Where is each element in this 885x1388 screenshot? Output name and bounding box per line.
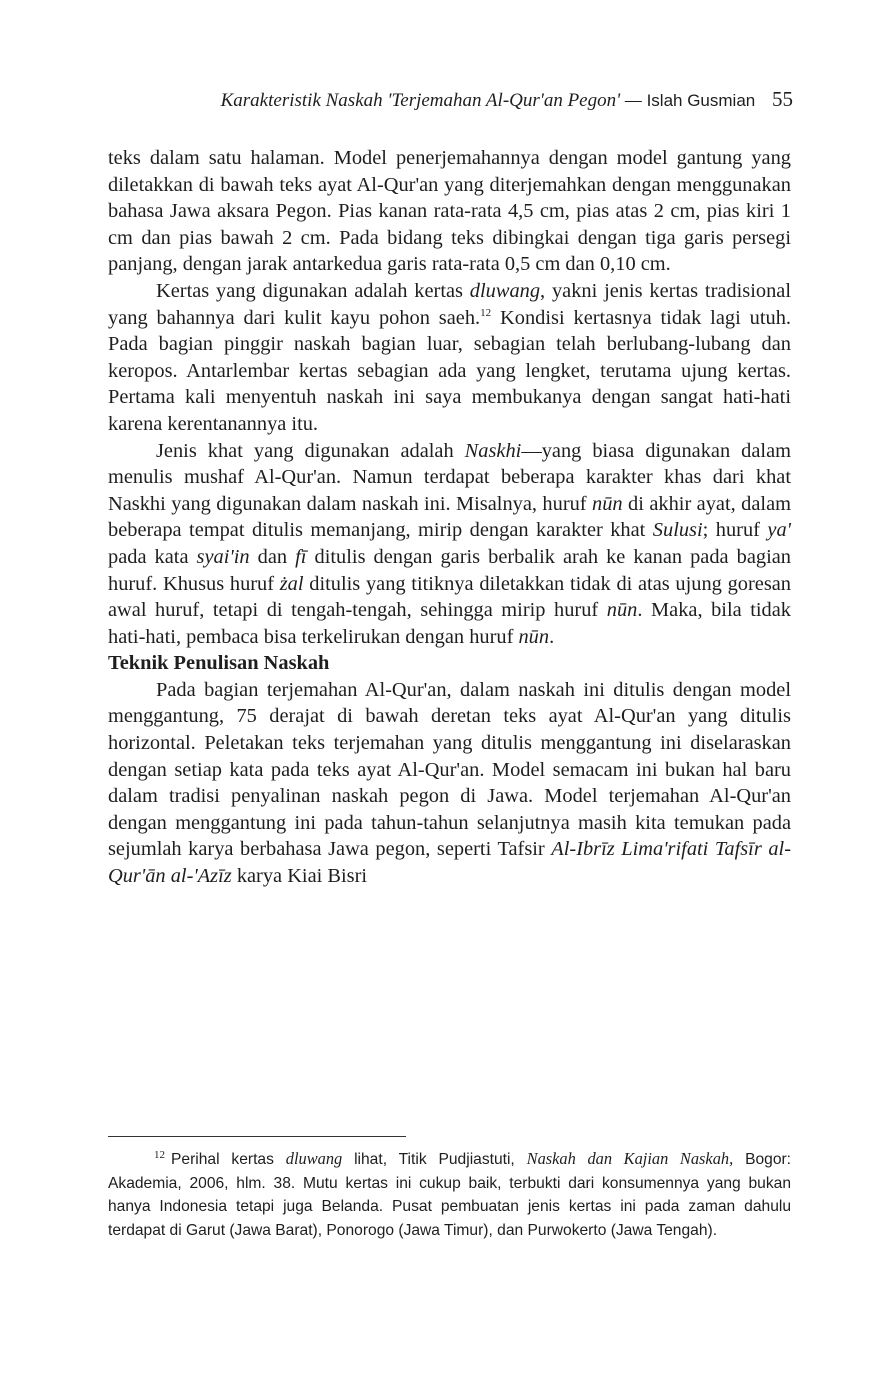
fn-text-c: Bogor: Akademia, 2006, hlm. 38. Mutu kertas ini cukup baik, terbukti dari konsumennya yang bukan hanya Indonesia tetapi juga Belanda. Pusat pembuatan jenis kertas ini pada zaman dahulu terdapat di Garut (Jawa Barat), Ponorogo (Jawa Timur), dan Purwokerto (Jawa Tengah). [108,1151,792,1239]
section-heading: Teknik Penulisan Naskah [108,652,330,675]
body-text [108,145,791,890]
p3-text-c: di akhir ayat, dalam beberapa tempat ditulis memanjang, mirip dengan karakter khat [108,492,791,542]
footnote-rule [108,1136,406,1137]
p3-text-d: ; huruf [702,519,768,542]
fn-text-b: lihat, Titik Pudjiastuti, [342,1151,527,1168]
p2-text-b: , yakni jenis kertas tradisional yang bahannya dari kulit kayu pohon saeh. [108,279,791,329]
p2-text-c: Kondisi kertasnya tidak lagi utuh. Pada bagian pinggir naskah bagian luar, sebagian telah berlubang-lubang dan keropos. Antarlembar kertas sebagian ada yang lengket, terutama ujung kertas. Pertama kali menyentuh naskah ini saya membukanya dengan sangat hati-hati karena kerentanannya itu. [108,306,791,435]
paragraph-3 [108,438,791,651]
running-head-author: Islah Gusmian [646,91,756,110]
fn-book-title: Naskah dan Kajian Naskah, [526,1149,734,1168]
term-fi: fī [295,545,307,568]
p3-text-h: ditulis yang titiknya diletakkan tidak di atas ujung goresan awal huruf, tetapi di tengah-tengah, sehingga mirip huruf [108,572,791,622]
term-naskhi: Naskhi [464,439,522,462]
term-zal: żal [279,572,304,595]
fn-term-dluwang: dluwang [285,1149,343,1168]
footnote-number: 12 [154,1149,165,1161]
p3-text-e: pada kata [108,545,197,568]
p3-text-b: —yang biasa digunakan dalam menulis mushaf Al-Qur'an. Namun terdapat beberapa karakter khas dari khat Naskhi yang digunakan dalam naskah ini. Misalnya, huruf [108,439,791,515]
p4-text-b: karya Kiai Bisri [231,865,368,888]
term-sulusi: Sulusi [652,519,703,542]
footnote-text [108,1148,791,1242]
footnote-ref-12[interactable]: 12 [480,306,492,319]
paragraph-4 [108,677,791,890]
p3-text-f: dan [249,545,296,568]
footnote-12 [108,1148,791,1242]
term-nun: nūn [606,599,638,622]
p3-text-i: . Maka, bila tidak hati-hati, pembaca bisa terkelirukan dengan huruf [108,599,791,648]
term-nun: nūn [518,625,550,648]
fn-text-a: Perihal kertas [171,1151,286,1168]
p3-text-a: Jenis khat yang digunakan adalah [156,439,465,462]
book-title-al-ibriz: Al-Ibrīz Lima'rifati Tafsīr al-Qur'ān al-'Azīz [108,838,791,888]
p4-text-a: Pada bagian terjemahan Al-Qur'an, dalam naskah ini ditulis dengan model menggantung, 75 derajat di bawah deretan teks ayat Al-Qur'an yang ditulis horizontal. Peletakan teks terjemahan yang ditulis menggantung ini diselaraskan dengan setiap kata pada teks ayat Al-Qur'an. Model semacam ini bukan hal baru dalam tradisi penyalinan naskah pegon di Jawa. Model terjemahan Al-Qur'an dengan menggantung ini pada tahun-tahun selanjutnya masih kita temukan pada sejumlah karya berbahasa Jawa pegon, seperti Tafsir [108,678,791,861]
page-number: 55 [772,87,793,111]
term-ya: ya' [767,519,791,542]
term-dluwang: dluwang [469,279,541,302]
paragraph-1: teks dalam satu halaman. Model penerjemahannya dengan model gantung yang diletakkan di bawah teks ayat Al-Qur'an yang diterjemahkan dengan menggunakan bahasa Jawa aksara Pegon. Pias kanan rata-rata 4,5 cm, pias atas 2 cm, pias kiri 1 cm dan pias bawah 2 cm. Pada bidang teks dibingkai dengan tiga garis persegi panjang, dengan jarak antarkedua garis rata-rata 0,5 cm dan 0,10 cm. [108,147,791,276]
p2-text-a: Kertas yang digunakan adalah kertas [156,279,470,302]
p3-text-j: . [549,625,555,648]
term-nun: nūn [592,492,623,515]
term-syaiin: syai'in [196,545,250,568]
running-head-title: Karakteristik Naskah 'Terjemahan Al-Qur'an Pegon' — [220,90,642,111]
p3-text-g: ditulis dengan garis berbalik arah ke kanan pada bagian huruf. Khusus huruf [108,545,791,595]
paragraph-2 [108,278,791,438]
running-head [108,86,793,114]
